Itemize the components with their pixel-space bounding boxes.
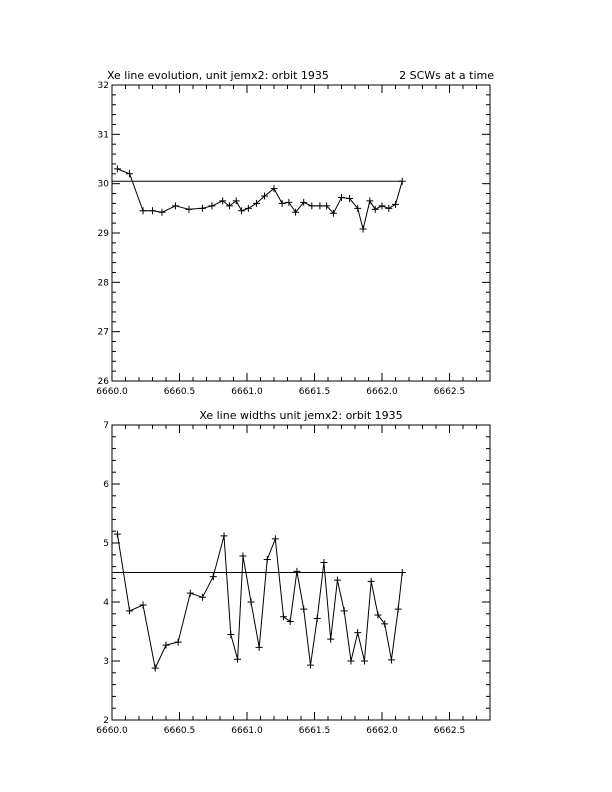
- x-tick-label: 6662.0: [366, 387, 398, 397]
- evolution-point: [372, 206, 379, 213]
- widths-point: [327, 636, 334, 643]
- widths-point: [334, 577, 341, 584]
- x-tick-label: 6662.5: [433, 726, 466, 736]
- y-tick-label: 31: [97, 130, 109, 141]
- widths-point: [256, 644, 263, 651]
- widths-point: [388, 656, 395, 663]
- widths-title: Xe line widths unit jemx2: orbit 1935: [199, 409, 403, 422]
- x-tick-label: 6661.0: [231, 387, 263, 397]
- x-tick-label: 6662.5: [433, 387, 466, 397]
- widths-point: [126, 607, 133, 614]
- x-tick-label: 6661.5: [298, 726, 331, 736]
- widths-point: [314, 615, 321, 622]
- evolution-title: Xe line evolution, unit jemx2: orbit 1935: [107, 69, 329, 82]
- evolution-point: [279, 200, 286, 207]
- evolution-point: [245, 205, 252, 212]
- evolution-point: [219, 197, 226, 204]
- evolution-point: [114, 165, 121, 172]
- y-tick-label: 29: [97, 229, 109, 239]
- widths-series-line: [117, 534, 402, 668]
- widths-point: [199, 594, 206, 601]
- x-tick-label: 6660.5: [163, 726, 196, 736]
- evolution-point: [379, 202, 386, 209]
- evolution-point: [316, 202, 323, 209]
- x-tick-label: 6660.0: [96, 726, 128, 736]
- evolution-point: [338, 194, 345, 201]
- evolution-point: [233, 197, 240, 204]
- widths-point: [221, 532, 228, 539]
- widths-point: [163, 642, 170, 649]
- evolution-point: [366, 197, 373, 204]
- x-tick-label: 6661.0: [231, 726, 263, 736]
- evolution-point: [399, 178, 406, 185]
- widths-point: [227, 631, 234, 638]
- evolution-series-line: [117, 169, 402, 229]
- widths-point: [187, 590, 194, 597]
- x-tick-label: 6662.0: [366, 726, 398, 736]
- y-tick-label: 28: [97, 278, 109, 289]
- evolution-point: [172, 202, 179, 209]
- evolution-point: [140, 207, 147, 214]
- evolution-point: [158, 209, 165, 216]
- evolution-point: [238, 207, 245, 214]
- widths-panel: [96, 409, 490, 736]
- y-tick-label: 26: [97, 377, 109, 387]
- widths-point: [175, 639, 182, 646]
- evolution-point: [360, 226, 367, 233]
- widths-point: [300, 606, 307, 613]
- widths-point: [287, 618, 294, 625]
- widths-point: [361, 658, 368, 665]
- widths-point: [234, 656, 241, 663]
- widths-point: [368, 578, 375, 585]
- evolution-point: [199, 205, 206, 212]
- widths-point: [347, 658, 354, 665]
- evolution-point: [126, 170, 133, 177]
- widths-point: [354, 629, 361, 636]
- widths-point: [307, 662, 314, 669]
- widths-point: [264, 556, 271, 563]
- evolution-point: [185, 206, 192, 213]
- widths-point: [395, 606, 402, 613]
- widths-point: [210, 573, 217, 580]
- evolution-point: [308, 202, 315, 209]
- widths-point: [399, 569, 406, 576]
- widths-point: [152, 665, 159, 672]
- y-tick-label: 7: [103, 421, 109, 431]
- x-tick-label: 6661.5: [298, 387, 331, 397]
- x-tick-label: 6660.5: [163, 387, 196, 397]
- x-tick-label: 6660.0: [96, 387, 128, 397]
- widths-point: [293, 568, 300, 575]
- y-tick-label: 5: [103, 539, 109, 549]
- widths-point: [272, 535, 279, 542]
- widths-point: [140, 601, 147, 608]
- widths-point: [280, 613, 287, 620]
- evolution-point: [392, 201, 399, 208]
- widths-point: [239, 552, 246, 559]
- y-tick-label: 6: [103, 480, 109, 490]
- widths-point: [248, 599, 255, 606]
- y-tick-label: 27: [97, 327, 109, 338]
- evolution-point: [285, 199, 292, 206]
- y-tick-label: 3: [103, 657, 109, 667]
- y-tick-label: 32: [97, 81, 109, 91]
- evolution-subtitle: 2 SCWs at a time: [399, 69, 494, 82]
- y-tick-label: 2: [103, 716, 109, 726]
- y-tick-label: 4: [103, 598, 109, 608]
- evolution-plot-frame: [112, 85, 490, 381]
- evolution-point: [208, 202, 215, 209]
- evolution-point: [226, 202, 233, 209]
- y-tick-label: 30: [97, 179, 109, 190]
- widths-point: [341, 607, 348, 614]
- evolution-panel: [96, 69, 494, 397]
- widths-point: [320, 559, 327, 566]
- evolution-point: [385, 205, 392, 212]
- evolution-point: [149, 207, 156, 214]
